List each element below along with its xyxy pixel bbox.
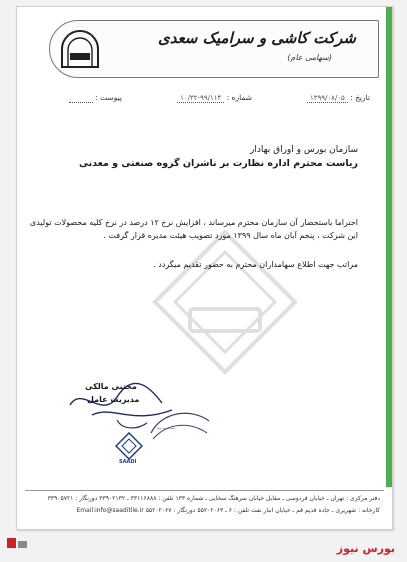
saadi-logo-caption: SAADI [119, 459, 137, 464]
saadi-logo-icon [115, 432, 143, 464]
footer-divider [25, 490, 384, 491]
svg-text:ـــ ــــ ـــ: ـــ ــــ ـــ [157, 425, 175, 431]
footer-factory-address: کارخانه : شهریری ـ جاده قدیم قم ـ خیابان انبار نفت تلفن : ۶ ـ ۵۵۲۰۲۰۶۳ دورنگار : ۵۵۲۰۲۰۶۷ Email:info@saaditile.ir [76, 507, 380, 514]
attachment-label: پیوست : [95, 93, 122, 102]
number-value: ۱۰/۳۲-۹۹/۱۱۴ [177, 94, 224, 103]
attachment-field [69, 93, 122, 103]
document-page [16, 6, 393, 530]
recipient-org: سازمان بورس و اوراق بهادار [249, 145, 358, 155]
watermark-logo-icon [150, 227, 300, 377]
page-edge-accent [386, 7, 392, 487]
date-field [307, 93, 370, 103]
body-paragraph-2: این شرکت ، پنجم آبان ماه سال ۱۳۹۹ مورد تصویب هیئت مدیره قرار گرفت . [103, 231, 358, 240]
body-paragraph-1: احتراما باستحضار آن سازمان محترم میرساند ، افزایش نرخ ۱۲ درصد در نرخ کلیه محصولات تولیدی [29, 218, 358, 227]
company-type: (سهامی عام) [287, 53, 332, 62]
body-paragraph-3: مراتب جهت اطلاع سهامداران محترم به حضور تقدیم میگردد . [153, 260, 358, 269]
company-name: شرکت کاشی و سرامیک سعدی [157, 29, 356, 47]
recipient-dept: ریاست محترم اداره نظارت بر ناشران گروه صنعتی و معدنی [78, 158, 358, 169]
number-label: شماره : [226, 93, 252, 102]
attachment-value [69, 94, 93, 103]
company-stamp-icon [147, 403, 212, 443]
date-value: ۱۳۹۹/۰۸/۰۵ [307, 94, 348, 103]
number-field [177, 93, 252, 103]
date-label: تاریخ : [350, 93, 370, 102]
signer-role: مدیریت عامل [87, 395, 140, 404]
signer-name: مجتبی مالکی [85, 382, 137, 391]
news-logo-icon [6, 536, 28, 550]
footer-office-address: دفتر مرکزی : تهران ـ خیابان فردوسی ـ مقابل خیابان سرهنگ سخایی ـ شماره ۱۳۳ تلفن : ۳۳۱۱۶۸۸۸ ـ ۳۳۹۰۲۱۳۲ دورنگار : ۳۳۹۰۵۷۲۱ [47, 495, 380, 502]
source-brand-label: بورس نیوز [336, 542, 395, 555]
company-logo-icon [58, 27, 102, 71]
